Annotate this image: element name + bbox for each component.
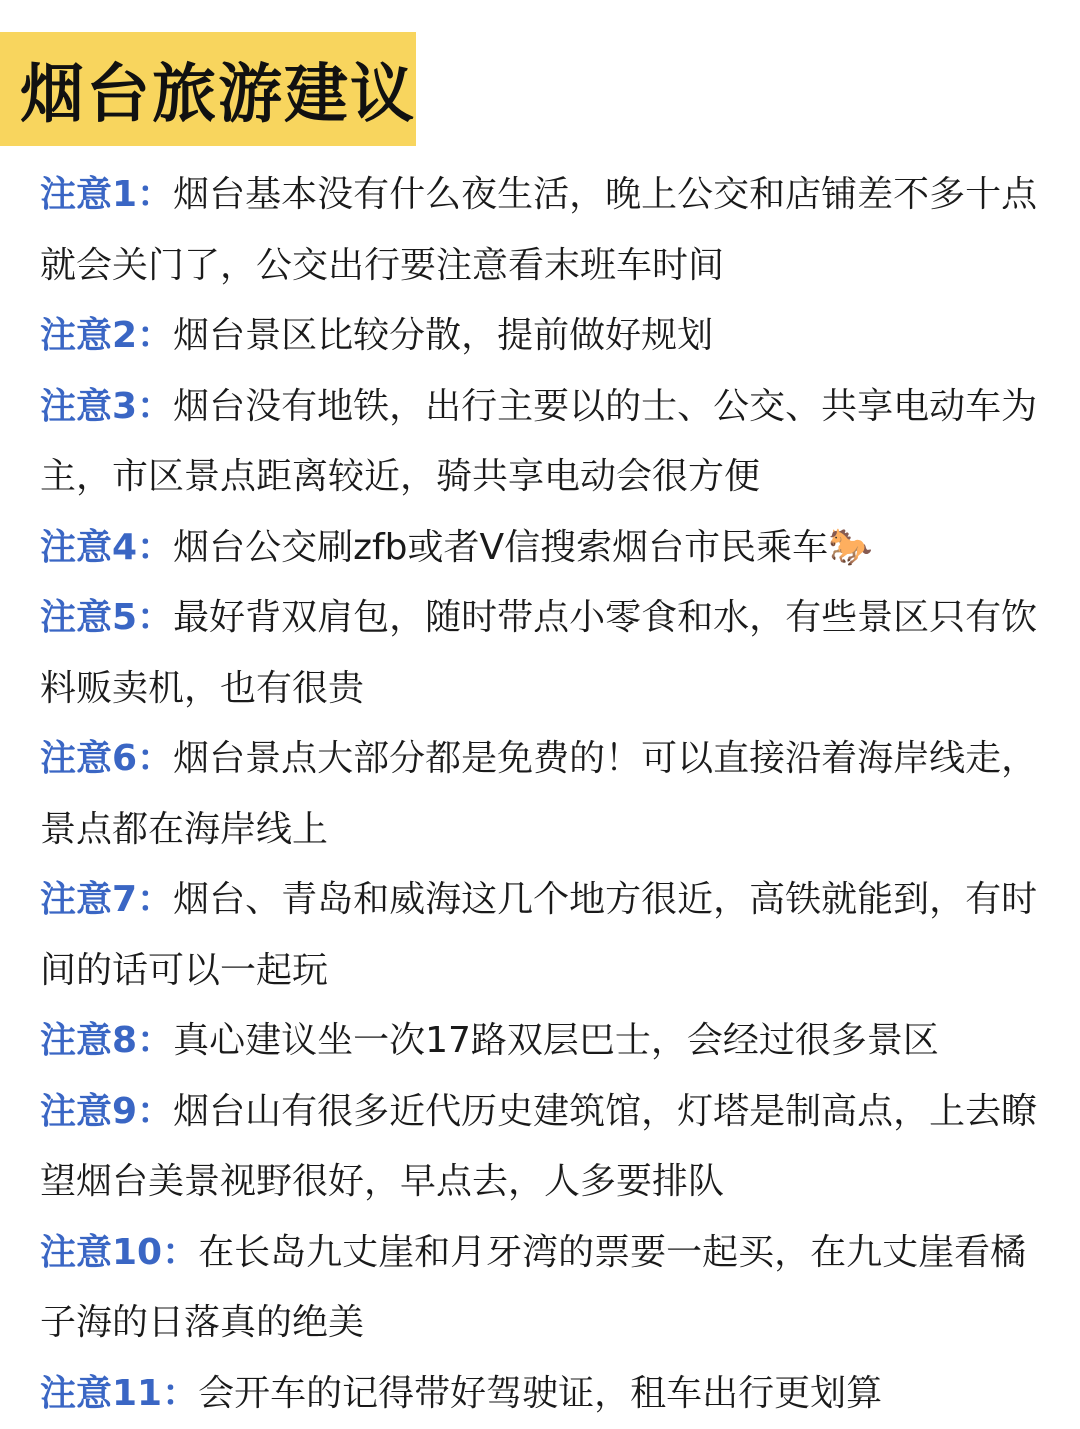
tip-label: 注意11： [40,1373,198,1414]
tip-label: 注意5： [40,597,173,638]
tip-text: 烟台公交刷zfb或者V信搜索烟台市民乘车🐎 [173,527,873,568]
tip-item [40,865,1040,1006]
tip-item [40,301,1040,372]
tip-label: 注意4： [40,527,173,568]
tip-text: 烟台山有很多近代历史建筑馆，灯塔是制高点，上去瞭望烟台美景视野很好，早点去，人多要排队 [40,1091,1037,1203]
tip-item [40,1006,1040,1077]
tip-item [40,583,1040,724]
tip-text: 烟台景区比较分散，提前做好规划 [173,315,713,356]
tip-text: 烟台没有地铁，出行主要以的士、公交、共享电动车为主，市区景点距离较近，骑共享电动会很方便 [40,386,1037,498]
tips-list [40,160,1040,1429]
tip-label: 注意8： [40,1020,173,1061]
tip-label: 注意6： [40,738,173,779]
tip-item [40,372,1040,513]
tip-label: 注意7： [40,879,173,920]
tip-label: 注意3： [40,386,173,427]
page-title: 烟台旅游建议 [20,43,416,135]
tip-text: 最好背双肩包，随时带点小零食和水，有些景区只有饮料贩卖机，也有很贵 [40,597,1037,709]
tip-label: 注意10： [40,1232,198,1273]
tip-item [40,724,1040,865]
tip-label: 注意2： [40,315,173,356]
title-banner [0,32,416,146]
tip-item [40,1077,1040,1218]
tip-item [40,513,1040,584]
tip-item [40,160,1040,301]
tip-item [40,1359,1040,1429]
tip-text: 在长岛九丈崖和月牙湾的票要一起买，在九丈崖看橘子海的日落真的绝美 [40,1232,1026,1344]
tip-label: 注意1： [40,174,173,215]
tip-text: 真心建议坐一次17路双层巴士，会经过很多景区 [173,1020,939,1061]
tip-text: 烟台景点大部分都是免费的！可以直接沿着海岸线走，景点都在海岸线上 [40,738,1037,850]
tip-item [40,1218,1040,1359]
tip-text: 烟台基本没有什么夜生活，晚上公交和店铺差不多十点就会关门了，公交出行要注意看末班车时间 [40,174,1037,286]
tip-text: 烟台、青岛和威海这几个地方很近，高铁就能到，有时间的话可以一起玩 [40,879,1037,991]
tip-text: 会开车的记得带好驾驶证，租车出行更划算 [198,1373,882,1414]
tip-label: 注意9： [40,1091,173,1132]
